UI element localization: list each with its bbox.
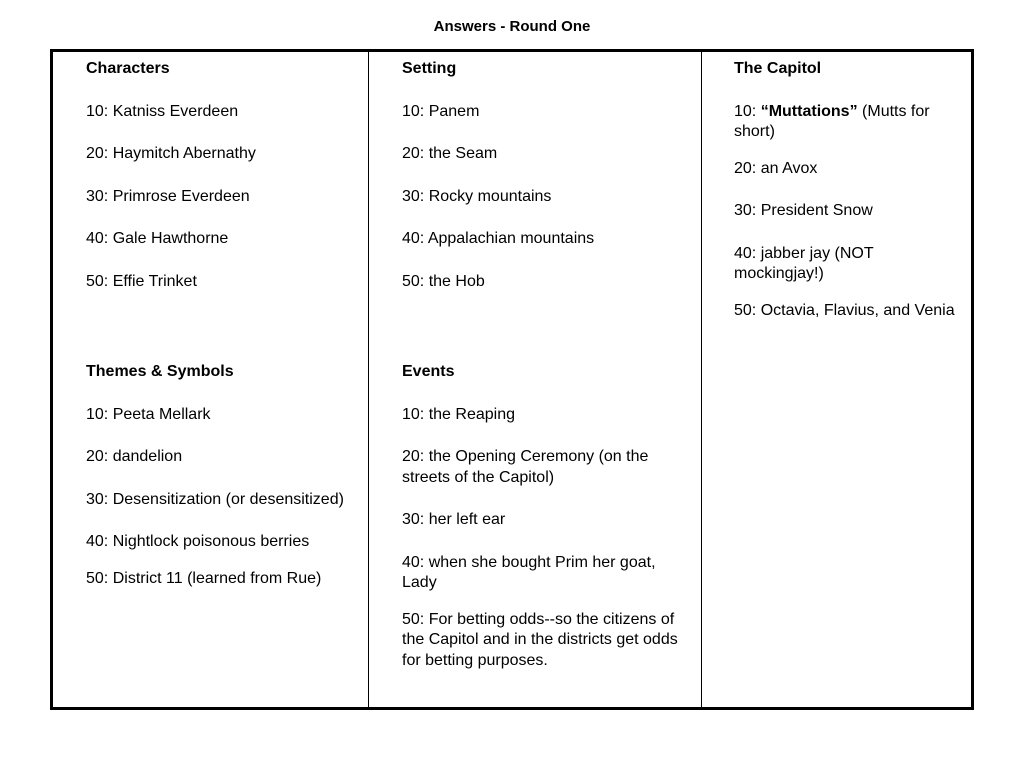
answer-item [402, 102, 682, 123]
answer-points: 10: [402, 102, 425, 120]
answer-points: 50: [86, 272, 109, 290]
column-divider [701, 52, 702, 707]
answer-points: 40: [86, 533, 109, 550]
page-title: Answers - Round One [433, 18, 591, 35]
answer-text: when she bought Prim her goat, Lady [402, 553, 656, 591]
answer-item [86, 490, 356, 511]
answer-item [86, 102, 356, 123]
answer-item [402, 405, 682, 426]
category-heading: Themes & Symbols [86, 363, 234, 380]
answer-points: 10: [402, 405, 425, 423]
answer-item [402, 187, 682, 208]
category-heading: The Capitol [734, 60, 822, 77]
answer-item [734, 301, 959, 322]
answer-text: Desensitization (or desensitized) [112, 490, 344, 508]
answer-text: President Snow [760, 202, 873, 219]
answer-points: 40: [402, 553, 425, 571]
answer-item [86, 447, 356, 468]
category-events [402, 362, 682, 693]
answer-text: Primrose Everdeen [112, 187, 250, 205]
category-heading: Setting [402, 60, 457, 77]
answer-text: jabber jay (NOT mockingjay!) [734, 244, 874, 282]
answer-points: 10: [86, 102, 109, 120]
answer-points: 30: [86, 490, 109, 508]
answer-text: District 11 (learned from Rue) [112, 569, 322, 587]
answer-item [402, 510, 682, 531]
answer-item [86, 569, 356, 590]
answer-item [734, 201, 959, 222]
answer-item [86, 229, 356, 250]
answer-item [86, 532, 356, 553]
answer-text: For betting odds--so the citizens of the Capitol and in the districts get odds for betting purposes. [402, 610, 678, 669]
answer-item [86, 405, 356, 426]
answer-item [402, 272, 682, 293]
answer-table [50, 49, 974, 710]
answer-points: 20: [86, 448, 109, 465]
answer-text: the Seam [428, 145, 498, 162]
category-setting [402, 59, 682, 314]
answer-text: the Reaping [428, 405, 515, 423]
answer-item [86, 187, 356, 208]
answer-item [86, 144, 356, 165]
answer-points: 30: [402, 187, 425, 205]
answer-points: 50: [734, 301, 757, 319]
answer-points: 50: [402, 610, 425, 628]
answer-text: Appalachian mountains [427, 230, 595, 247]
answer-item [86, 272, 356, 293]
answer-text: Peeta Mellark [112, 405, 211, 423]
answer-points: 20: [734, 159, 757, 177]
answer-points: 30: [86, 187, 109, 205]
answer-text: Octavia, Flavius, and Venia [760, 301, 955, 319]
answer-item [402, 447, 682, 488]
answer-text: the Hob [428, 272, 485, 290]
answer-item [402, 553, 682, 594]
answer-points: 20: [402, 145, 425, 162]
answer-text: Effie Trinket [112, 272, 197, 290]
answer-text: Haymitch Abernathy [112, 145, 256, 162]
answer-points: 10: [734, 102, 757, 120]
category-heading: Characters [86, 60, 170, 77]
answer-points: 40: [86, 230, 109, 247]
answer-points: 50: [402, 272, 425, 290]
answer-text: Katniss Everdeen [112, 102, 239, 120]
answer-points: 40: [734, 244, 757, 262]
answer-item [402, 144, 682, 165]
answer-item [734, 159, 959, 180]
answer-item [402, 610, 682, 672]
category-heading: Events [402, 363, 455, 380]
category-characters [86, 59, 356, 314]
answer-item [734, 244, 959, 285]
answer-text: Gale Hawthorne [112, 230, 229, 247]
answer-text: an Avox [760, 159, 818, 177]
answer-text: Rocky mountains [428, 187, 552, 205]
answer-points: 50: [86, 569, 109, 587]
answer-item [402, 229, 682, 250]
answer-bold-text: “Muttations” [760, 102, 858, 120]
answer-points: 10: [86, 405, 109, 423]
answer-text: Panem [428, 102, 480, 120]
category-the-capitol [734, 59, 959, 343]
answer-text: the Opening Ceremony (on the streets of the Capitol) [402, 448, 649, 486]
answer-text: dandelion [112, 448, 183, 465]
answer-points: 30: [402, 511, 425, 528]
column-divider [368, 52, 369, 707]
category-themes-symbols [86, 362, 356, 611]
answer-text: Nightlock poisonous berries [112, 533, 310, 550]
answer-text: her left ear [428, 511, 506, 528]
answer-item [734, 102, 959, 143]
answer-points: 40: [402, 230, 425, 247]
answer-text: (Mutts for short) [734, 102, 930, 140]
answer-points: 20: [86, 145, 109, 162]
answer-points: 20: [402, 448, 425, 465]
answer-points: 30: [734, 202, 757, 219]
